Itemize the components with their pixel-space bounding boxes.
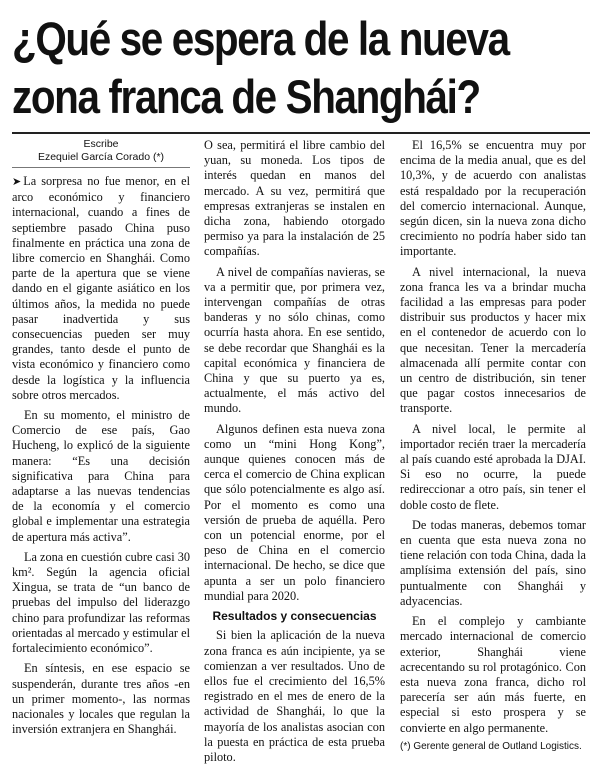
- paragraph: A nivel de compañías navieras, se va a permitir que, por primera vez, intervengan compañías de otras banderas y no sólo chinas, como ocurría hasta ahora. En ese sentido, se debe recordar que Shanghái es la capital económica y financiera de China y que su puerto ya es, actualmente, el más activo del mundo.: [204, 264, 385, 416]
- paragraph: Si bien la aplicación de la nueva zona franca es aún incipiente, ya se comienzan a ver resultados. Uno de ellos fue el crecimiento del 16,5% registrado en el mes de enero de la actividad de Shanghái, lo que la mayoría de los analistas asocian con la puesta en práctica de esta prueba piloto.: [204, 628, 385, 764]
- arrow-bullet-icon: ➤: [12, 176, 22, 188]
- article-column-1: [12, 138, 190, 742]
- paragraph-text: La sorpresa no fue menor, en el arco económico y financiero internacional, cuando a fines de septiembre pasado China puso finalmente en práctica una zona de libre comercio en Shanghái. Como parte de la apertura que se viene dando en el gigante asiático en los últimos años, la medida no puede pasar inadvertida y sus consecuencias pueden ser muy grandes, tanto desde el punto de vista económico y financiero como desde la logística y la influencia sobre otros mercados.: [12, 174, 190, 402]
- section-subhead: Resultados y consecuencias: [212, 609, 377, 624]
- byline-label: Escribe: [83, 138, 119, 150]
- headline-line-1: ¿Qué se espera de la nueva: [12, 12, 509, 65]
- article-headline: [12, 10, 511, 126]
- author-footnote: (*) Gerente general de Outland Logistics.: [400, 740, 582, 752]
- paragraph: La zona en cuestión cubre casi 30 km². Según la agencia oficial Xingua, se trata de “un banco de pruebas del impulso del liderazgo chino para profundizar las reformas orientadas al mercado y estimular el fortalecimiento económico”.: [12, 549, 190, 656]
- paragraph: En el complejo y cambiante mercado internacional de comercio exterior, Shanghái viene acrecentando su rol protagónico. Con esta nueva zona franca, dicho rol parecería ser aún más fuerte, en especial si esto prospera y se convierte en algo permanente.: [400, 614, 586, 735]
- paragraph: A nivel local, le permite al importador recién traer la mercadería al país cuando esté aprobada la DJAI. Si eso no ocurre, la puede redireccionar a otro país, sin tener el doble costo de flete.: [400, 421, 586, 512]
- headline-rule: [12, 132, 590, 134]
- paragraph: O sea, permitirá el libre cambio del yuan, su moneda. Los tipos de interés quedan en manos del mercado. A su vez, permitirá que empresas extranjeras se instalen en dicha zona, habiendo otorgado permiso ya para la instalación de 25 compañías.: [204, 138, 385, 259]
- paragraph: En su momento, el ministro de Comercio de ese país, Gao Hucheng, lo explicó de la siguiente manera: “Es una decisión significativa para China para adaptarse a las nuevas tendencias de la economía y el comercio global e implementar una estrategia de apertura más activa”.: [12, 408, 190, 544]
- article-column-3: [400, 138, 586, 753]
- byline: [12, 138, 190, 168]
- headline-line-2: zona franca de Shanghái?: [12, 70, 480, 123]
- paragraph: De todas maneras, debemos tomar en cuenta que esta nueva zona no tiene relación con toda China, dada la amplísima extensión del país, sino puntualmente con Shanghái y adyacencias.: [400, 517, 586, 608]
- paragraph: El 16,5% se encuentra muy por encima de la media anual, que es del 10,3%, y de acuerdo con analistas está respaldado por la recuperación del comercio internacional. Aunque, según dicen, sin la nueva zona dicho crecimiento no podría haber sido tan importante.: [400, 138, 586, 259]
- article-column-2: [204, 138, 385, 770]
- paragraph: Algunos definen esta nueva zona como un “mini Hong Kong”, aunque quienes conocen más de cerca el comercio de China explican que sólo potencialmente es algo así. Por el momento es como una versión de prueba de aquélla. Pero con un potencial enorme, por el peso de China en el comercio internacional. De hecho, se dice que apunta a ser un polo financiero mundial para 2020.: [204, 421, 385, 603]
- paragraph: A nivel internacional, la nueva zona franca les va a brindar mucha facilidad a las empresas para poder distribuir sus productos y hacer mix en el contenedor de acuerdo con lo que necesitan. Tener la mercadería almacenada allí permite contar con un centro de distribución, sin tener que pagar costos innecesarios de transporte.: [400, 264, 586, 416]
- paragraph: [12, 174, 190, 403]
- byline-author: Ezequiel García Corado (*): [12, 151, 190, 169]
- paragraph: En síntesis, en ese espacio se suspenderán, durante tres años -en un primer momento-, las normas nacionales y locales que regulan la inversión extranjera en Shanghái.: [12, 661, 190, 737]
